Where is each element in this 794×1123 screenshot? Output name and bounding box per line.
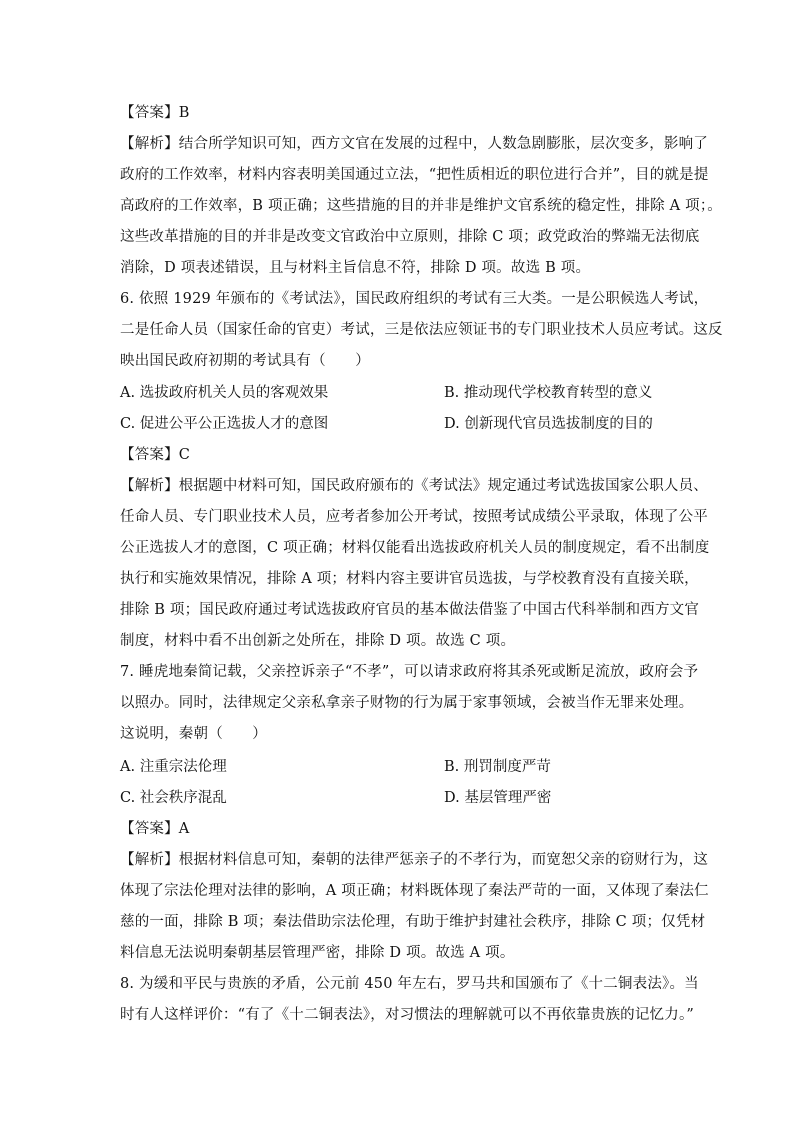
explanation-q6-line-6: 制度，材料中看不出创新之处所在，排除 D 项。故选 C 项。 (120, 633, 516, 649)
explanation-q6-line-2: 任命人员、专门职业技术人员，应考者参加公开考试，按照考试成绩公平录取，体现了公平 (120, 509, 708, 525)
explanation-q5-line-5: 消除，D 项表述错误，且与材料主旨信息不符，排除 D 项。故选 B 项。 (120, 260, 591, 276)
q6-option-d: D. 创新现代官员选拔制度的目的 (444, 416, 653, 432)
question-6-line-2: 二是任命人员（国家任命的官吏）考试，三是依法应领证书的专门职业技术人员应考试。这反 (120, 322, 723, 338)
q7-option-b: B. 刑罚制度严苛 (444, 759, 551, 775)
answer-q6: 【答案】C (120, 447, 191, 463)
q6-option-b: B. 推动现代学校教育转型的意义 (444, 385, 653, 401)
explanation-q7-line-4: 料信息无法说明秦朝基层管理严密，排除 D 项。故选 A 项。 (120, 945, 515, 961)
explanation-q6-line-3: 公正选拔人才的意图，C 项正确；材料仅能看出选拔政府机关人员的制度规定，看不出制度 (120, 540, 710, 556)
explanation-q6-line-1: 【解析】根据题中材料可知，国民政府颁布的《考试法》规定通过考试选拔国家公职人员、 (120, 478, 708, 494)
q7-option-a: A. 注重宗法伦理 (120, 759, 227, 775)
explanation-q7-line-2: 体现了宗法伦理对法律的影响，A 项正确；材料既体现了秦法严苛的一面，又体现了秦法仁 (120, 883, 709, 899)
explanation-q6-line-5: 排除 B 项；国民政府通过考试选拔政府官员的基本做法借鉴了中国古代科举制和西方文官 (120, 602, 700, 618)
explanation-q5-line-1: 【解析】结合所学知识可知，西方文官在发展的过程中，人数急剧膨胀，层次变多，影响了 (120, 136, 708, 152)
question-8-line-1: 8. 为缓和平民与贵族的矛盾，公元前 450 年左右，罗马共和国颁布了《十二铜表法》。当 (120, 976, 699, 992)
answer-q7: 【答案】A (120, 821, 190, 837)
q7-option-c: C. 社会秩序混乱 (120, 790, 227, 806)
explanation-q7-line-1: 【解析】根据材料信息可知，秦朝的法律严惩亲子的不孝行为，而宽恕父亲的窃财行为，这 (120, 852, 708, 868)
q7-option-d: D. 基层管理严密 (444, 790, 552, 806)
explanation-q6-line-4: 执行和实施效果情况，排除 A 项；材料内容主要讲官员选拔，与学校教育没有直接关联， (120, 571, 699, 587)
answer-q5: 【答案】B (120, 105, 190, 121)
explanation-q5-line-2: 政府的工作效率，材料内容表明美国通过立法，“把性质相近的职位进行合并”，目的就是提 (120, 167, 709, 183)
question-8-line-2: 时有人这样评价：“有了《十二铜表法》，对习惯法的理解就可以不再依靠贵族的记忆力。” (120, 1007, 695, 1023)
question-7-line-3: 这说明，秦朝（ ） (120, 726, 267, 742)
explanation-q7-line-3: 慈的一面，排除 B 项；秦法借助宗法伦理，有助于维护封建社会秩序，排除 C 项；仅凭材 (120, 914, 706, 930)
q6-option-a: A. 选拔政府机关人员的客观效果 (120, 385, 329, 401)
question-6-line-3: 映出国民政府初期的考试具有（ ） (120, 353, 370, 369)
question-6-line-1: 6. 依照 1929 年颁布的《考试法》，国民政府组织的考试有三大类。一是公职候选人考试， (120, 291, 709, 307)
question-7-line-1: 7. 睡虎地秦简记载，父亲控诉亲子“不孝”，可以请求政府将其杀死或断足流放，政府会予 (120, 664, 699, 680)
q6-option-c: C. 促进公平公正选拔人才的意图 (120, 416, 329, 432)
question-7-line-2: 以照办。同时，法律规定父亲私拿亲子财物的行为属于家事领域，会被当作无罪来处理。 (120, 695, 694, 711)
explanation-q5-line-3: 高政府的工作效率，B 项正确；这些措施的目的并非是维护文官系统的稳定性，排除 A 项；。 (120, 198, 723, 214)
explanation-q5-line-4: 这些改革措施的目的并非是改变文官政治中立原则，排除 C 项；政党政治的弊端无法彻底 (120, 229, 700, 245)
